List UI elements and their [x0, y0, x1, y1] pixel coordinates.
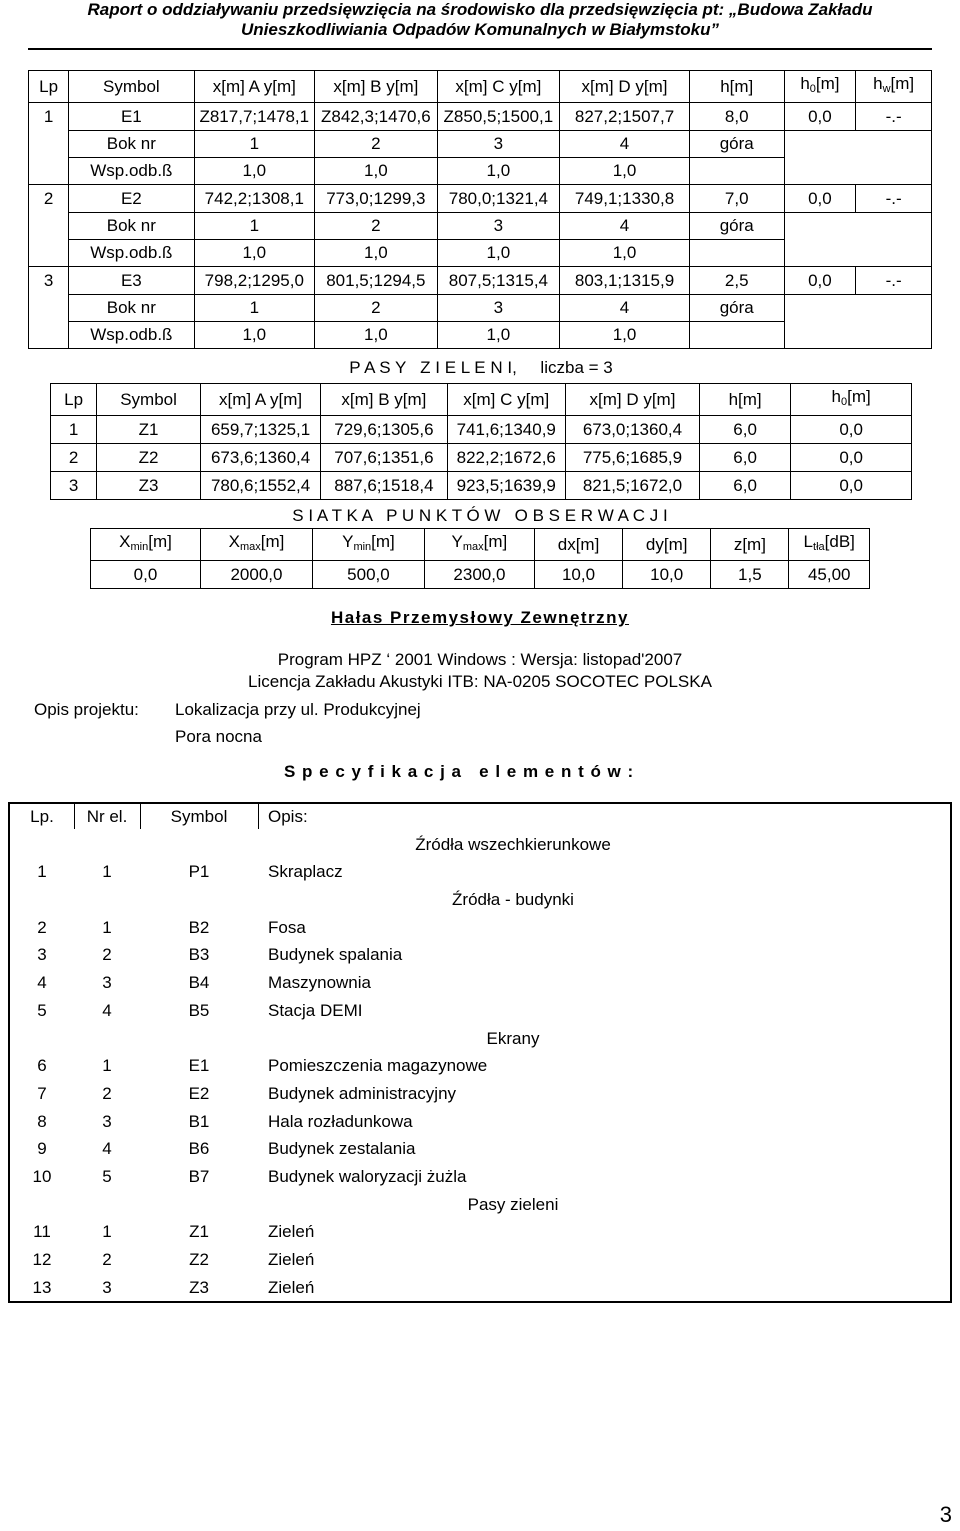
- spec-list: [10, 803, 950, 1301]
- spec-row: [10, 1246, 950, 1274]
- emitter-bok-value: 1: [194, 295, 315, 322]
- siatka-header-ymin: $Y_{min}[m]$: [312, 529, 424, 561]
- spec-symbol: B5: [188, 1000, 210, 1020]
- spec-symbol: B7: [188, 1166, 210, 1186]
- emitter-symbol: E1: [69, 103, 194, 131]
- emitter-bok-label: Bok nr: [69, 295, 194, 322]
- emitter-bok-value: 2: [315, 295, 438, 322]
- spec-symbol: B6: [188, 1139, 210, 1159]
- emitter-bok-value: góra: [689, 213, 784, 240]
- spec-opis: Budynek spalania: [268, 945, 403, 965]
- emitter-bok-value: 3: [437, 131, 560, 158]
- pora-text: Pora nocna: [175, 727, 262, 746]
- emitter-h: 7,0: [689, 185, 784, 213]
- spec-group-title: Pasy zieleni: [467, 1194, 559, 1214]
- emitter-wsp-value: 1,0: [437, 158, 560, 185]
- emitter-h0: 0,0: [784, 267, 856, 295]
- emitter-lp: 1: [29, 103, 69, 185]
- pasy-header-a: x[m] A y[m]: [200, 384, 320, 416]
- emitter-d: 749,1;1330,8: [560, 185, 690, 213]
- spec-nr: 2: [102, 945, 112, 965]
- halas-title: Hałas Przemysłowy Zewnętrzny: [330, 608, 630, 627]
- siatka-title: S I A T K A P U N K T Ó W O B S E R W A C J I: [292, 506, 668, 525]
- pasy-d: 775,6;1685,9: [565, 444, 699, 472]
- emitter-d: 827,2;1507,7: [560, 103, 690, 131]
- emitter-bok-value: góra: [689, 295, 784, 322]
- emitter-h: 8,0: [689, 103, 784, 131]
- emitter-wsp-blank: [689, 322, 784, 349]
- pasy-header-c: x[m] C y[m]: [447, 384, 565, 416]
- spec-nr: 2: [102, 1083, 112, 1103]
- emitters-header-a: x[m] A y[m]: [194, 71, 315, 103]
- emitter-bok-blank: [784, 295, 931, 349]
- spec-row: [10, 941, 950, 969]
- spec-opis: Fosa: [268, 917, 306, 937]
- spec-row: [10, 1163, 950, 1191]
- pasy-header-h0: $h_0[m]$: [791, 384, 912, 416]
- document-header: [0, 0, 960, 40]
- pasy-header-symbol: Symbol: [97, 384, 201, 416]
- pasy-h0: 0,0: [791, 472, 912, 500]
- emitter-bok-value: 1: [194, 213, 315, 240]
- spec-nr: 1: [102, 862, 112, 882]
- pasy-header-h: h[m]: [699, 384, 790, 416]
- emitter-wsp-label: Wsp.odb.ß: [69, 158, 194, 185]
- siatka-header-z: z[m]: [711, 529, 789, 561]
- emitter-bok-row: [29, 213, 932, 240]
- siatka-z: 1,5: [711, 561, 789, 589]
- spec-row: [10, 1218, 950, 1246]
- spec-opis: Opis:: [268, 807, 308, 826]
- pasy-h: 6,0: [699, 472, 790, 500]
- siatka-dy: 10,0: [623, 561, 711, 589]
- spec-opis: Budynek waloryzacji żużla: [268, 1166, 467, 1186]
- siatka-xmax: 2000,0: [200, 561, 312, 589]
- spec-opis: Budynek administracyjny: [268, 1083, 457, 1103]
- spec-lp: 1: [37, 862, 47, 882]
- header-rule: [28, 48, 932, 50]
- emitter-a: 742,2;1308,1: [194, 185, 315, 213]
- siatka-header-ltla: $L_{tła}[dB]$: [789, 529, 870, 561]
- spec-symbol: E1: [188, 1056, 210, 1076]
- emitter-lp: 2: [29, 185, 69, 267]
- program-info: Program HPZ ‘ 2001 Windows : Wersja: listopad'2007: [277, 650, 683, 669]
- emitter-wsp-blank: [689, 158, 784, 185]
- spec-symbol: Z2: [189, 1250, 209, 1269]
- spec-row: [10, 1052, 950, 1080]
- spec-nr: 2: [102, 1250, 112, 1269]
- emitter-bok-label: Bok nr: [69, 131, 194, 158]
- emitters-header-row: [29, 71, 932, 103]
- emitter-wsp-value: 1,0: [437, 322, 560, 349]
- emitter-bok-value: 4: [560, 213, 690, 240]
- emitters-header-lp: Lp: [29, 71, 69, 103]
- emitter-d: 803,1;1315,9: [560, 267, 690, 295]
- siatka-header-ymax: $Y_{max}[m]$: [424, 529, 534, 561]
- spec-row: [10, 1274, 950, 1302]
- emitter-h0: 0,0: [784, 103, 856, 131]
- spec-symbol: B3: [188, 945, 210, 965]
- spec-row: [10, 858, 950, 886]
- emitter-wsp-value: 1,0: [315, 240, 438, 267]
- emitter-bok-value: 4: [560, 131, 690, 158]
- emitters-header-d: x[m] D y[m]: [560, 71, 690, 103]
- spec-nr: 3: [102, 1111, 112, 1131]
- spec-row: [10, 969, 950, 997]
- spec-group-title: Źródła - budynki: [452, 890, 574, 910]
- spec-nr: 4: [102, 1000, 112, 1020]
- emitter-wsp-value: 1,0: [560, 158, 690, 185]
- siatka-header-dx: dx[m]: [534, 529, 622, 561]
- emitter-hw: -.-: [856, 185, 932, 213]
- pasy-h0: 0,0: [791, 444, 912, 472]
- emitter-row: [29, 103, 932, 131]
- spec-lp: 4: [37, 973, 47, 993]
- spec-opis: Budynek zestalania: [268, 1139, 416, 1159]
- emitter-wsp-label: Wsp.odb.ß: [69, 322, 194, 349]
- emitter-bok-value: 1: [194, 131, 315, 158]
- siatka-ltla: 45,00: [789, 561, 870, 589]
- emitter-b: Z842,3;1470,6: [315, 103, 438, 131]
- spec-symbol: Symbol: [170, 807, 228, 826]
- spec-lp: 5: [37, 1000, 47, 1020]
- emitter-wsp-value: 1,0: [194, 240, 315, 267]
- emitter-wsp-value: 1,0: [437, 240, 560, 267]
- pasy-header-d: x[m] D y[m]: [565, 384, 699, 416]
- emitters-header-h0: $h_0[m]$: [784, 71, 856, 103]
- emitter-wsp-value: 1,0: [560, 322, 690, 349]
- emitter-h: 2,5: [689, 267, 784, 295]
- pasy-zieleni-table: [50, 383, 912, 500]
- pasy-h: 6,0: [699, 444, 790, 472]
- pasy-h0: 0,0: [791, 416, 912, 444]
- emitter-c: 807,5;1315,4: [437, 267, 560, 295]
- emitter-wsp-value: 1,0: [315, 322, 438, 349]
- spec-nr: 3: [102, 1277, 112, 1297]
- emitter-hw: -.-: [856, 267, 932, 295]
- pasy-c: 741,6;1340,9: [447, 416, 565, 444]
- pasy-row: [51, 472, 912, 500]
- siatka-table: [90, 528, 870, 589]
- pasy-header-row: [51, 384, 912, 416]
- emitter-a: 798,2;1295,0: [194, 267, 315, 295]
- lokalizacja-text: Lokalizacja przy ul. Produkcyjnej: [175, 700, 421, 719]
- emitter-bok-blank: [784, 213, 931, 267]
- header-line-1: Raport o oddziaływaniu przedsięwzięcia na środowisko dla przedsięwzięcia pt: „Budowa Zakładu: [87, 0, 873, 19]
- spec-nr: Nr el.: [86, 807, 128, 826]
- siatka-ymax: 2300,0: [424, 561, 534, 589]
- emitter-b: 801,5;1294,5: [315, 267, 438, 295]
- pasy-symbol: Z2: [97, 444, 201, 472]
- spec-lp: 13: [32, 1277, 52, 1297]
- pasy-c: 923,5;1639,9: [447, 472, 565, 500]
- spec-title: S p e c y f i k a c j a e l e m e n t ó w :: [284, 762, 635, 781]
- spec-lp: 7: [37, 1083, 47, 1103]
- spec-opis: Zieleń: [268, 1277, 315, 1297]
- emitter-wsp-value: 1,0: [560, 240, 690, 267]
- pasy-a: 659,7;1325,1: [200, 416, 320, 444]
- spec-row: [10, 1135, 950, 1163]
- spec-nr: 1: [102, 917, 112, 937]
- spec-symbol: B1: [188, 1111, 210, 1131]
- pasy-b: 729,6;1305,6: [321, 416, 447, 444]
- pasy-d: 673,0;1360,4: [565, 416, 699, 444]
- emitter-bok-row: [29, 295, 932, 322]
- emitter-symbol: E2: [69, 185, 194, 213]
- spec-symbol: E2: [188, 1083, 210, 1103]
- pasy-a: 673,6;1360,4: [200, 444, 320, 472]
- spec-symbol: Z3: [189, 1277, 209, 1297]
- pasy-header-lp: Lp: [51, 384, 97, 416]
- emitter-c: 780,0;1321,4: [437, 185, 560, 213]
- spec-symbol: P1: [188, 862, 210, 882]
- spec-opis: Hala rozładunkowa: [268, 1111, 413, 1131]
- spec-lp: 10: [32, 1166, 52, 1186]
- pasy-lp: 3: [51, 472, 97, 500]
- spec-row: [10, 997, 950, 1025]
- spec-opis: Zieleń: [268, 1250, 315, 1269]
- emitter-bok-value: 2: [315, 131, 438, 158]
- pasy-row: [51, 444, 912, 472]
- siatka-ymin: 500,0: [312, 561, 424, 589]
- spec-lp: 9: [37, 1139, 47, 1159]
- pasy-d: 821,5;1672,0: [565, 472, 699, 500]
- emitters-header-symbol: Symbol: [69, 71, 194, 103]
- spec-nr: 4: [102, 1139, 112, 1159]
- spec-nr: 5: [102, 1166, 112, 1186]
- spec-opis: Stacja DEMI: [268, 1000, 363, 1020]
- emitter-b: 773,0;1299,3: [315, 185, 438, 213]
- spec-lp: Lp.: [30, 807, 54, 826]
- emitter-bok-blank: [784, 131, 931, 185]
- pasy-b: 707,6;1351,6: [321, 444, 447, 472]
- emitters-header-b: x[m] B y[m]: [315, 71, 438, 103]
- spec-opis: Zieleń: [268, 1222, 315, 1242]
- emitter-h0: 0,0: [784, 185, 856, 213]
- emitter-row: [29, 185, 932, 213]
- pasy-symbol: Z1: [97, 416, 201, 444]
- pasy-lp: 1: [51, 416, 97, 444]
- emitter-bok-row: [29, 131, 932, 158]
- emitter-bok-value: 4: [560, 295, 690, 322]
- pasy-symbol: Z3: [97, 472, 201, 500]
- licencja-info: Licencja Zakładu Akustyki ITB: NA-0205 SOCOTEC POLSKA: [248, 672, 712, 691]
- spec-row: [10, 1108, 950, 1136]
- spec-lp: 3: [37, 945, 47, 965]
- pasy-c: 822,2;1672,6: [447, 444, 565, 472]
- siatka-header-xmax: $X_{max}[m]$: [200, 529, 312, 561]
- spec-opis: Maszynownia: [268, 973, 371, 993]
- page-number: 3: [939, 1502, 952, 1527]
- emitters-header-h: h[m]: [689, 71, 784, 103]
- spec-nr: 3: [102, 973, 112, 993]
- spec-opis: Pomieszczenia magazynowe: [268, 1056, 488, 1076]
- emitter-wsp-value: 1,0: [194, 322, 315, 349]
- spec-symbol: B2: [188, 917, 210, 937]
- header-line-2: Unieszkodliwiania Odpadów Komunalnych w Białymstoku”: [241, 20, 719, 39]
- emitter-hw: -.-: [856, 103, 932, 131]
- spec-lp: 2: [37, 917, 47, 937]
- emitter-bok-label: Bok nr: [69, 213, 194, 240]
- emitter-bok-value: 3: [437, 295, 560, 322]
- spec-frame-right: [950, 802, 952, 1303]
- spec-lp: 11: [33, 1222, 51, 1242]
- emitter-symbol: E3: [69, 267, 194, 295]
- emitters-header-hw: $h_w[m]$: [856, 71, 932, 103]
- emitters-header-c: x[m] C y[m]: [437, 71, 560, 103]
- spec-row: [10, 914, 950, 942]
- emitter-bok-value: góra: [689, 131, 784, 158]
- pasy-h: 6,0: [699, 416, 790, 444]
- emitter-wsp-label: Wsp.odb.ß: [69, 240, 194, 267]
- pasy-row: [51, 416, 912, 444]
- emitter-wsp-blank: [689, 240, 784, 267]
- pasy-lp: 2: [51, 444, 97, 472]
- spec-header-row: [10, 803, 950, 831]
- spec-symbol: Z1: [189, 1222, 209, 1242]
- emitter-c: Z850,5;1500,1: [437, 103, 560, 131]
- siatka-header-dy: dy[m]: [623, 529, 711, 561]
- emitters-table: [28, 70, 932, 349]
- pasy-a: 780,6;1552,4: [200, 472, 320, 500]
- emitter-lp: 3: [29, 267, 69, 349]
- pasy-header-b: x[m] B y[m]: [321, 384, 447, 416]
- spec-group-title: Ekrany: [486, 1028, 540, 1048]
- spec-nr: 1: [102, 1222, 112, 1242]
- siatka-dx: 10,0: [534, 561, 622, 589]
- spec-symbol: B4: [188, 973, 210, 993]
- siatka-header-row: [91, 529, 870, 561]
- siatka-header-xmin: $X_{min}[m]$: [91, 529, 201, 561]
- pasy-title: P A S Y Z I E L E N I, liczba = 3: [349, 358, 613, 377]
- spec-row: [10, 1080, 950, 1108]
- emitter-row: [29, 267, 932, 295]
- pasy-b: 887,6;1518,4: [321, 472, 447, 500]
- emitter-bok-value: 3: [437, 213, 560, 240]
- opis-projektu-label: Opis projektu:: [34, 700, 139, 719]
- spec-lp: 8: [37, 1111, 47, 1131]
- siatka-values-row: [91, 561, 870, 589]
- spec-lp: 12: [32, 1250, 52, 1269]
- emitter-bok-value: 2: [315, 213, 438, 240]
- spec-opis: Skraplacz: [268, 862, 343, 882]
- spec-lp: 6: [37, 1056, 47, 1076]
- spec-nr: 1: [102, 1056, 112, 1076]
- emitter-wsp-value: 1,0: [315, 158, 438, 185]
- emitter-a: Z817,7;1478,1: [194, 103, 315, 131]
- emitter-wsp-value: 1,0: [194, 158, 315, 185]
- siatka-xmin: 0,0: [91, 561, 201, 589]
- spec-group-title: Źródła wszechkierunkowe: [415, 834, 611, 854]
